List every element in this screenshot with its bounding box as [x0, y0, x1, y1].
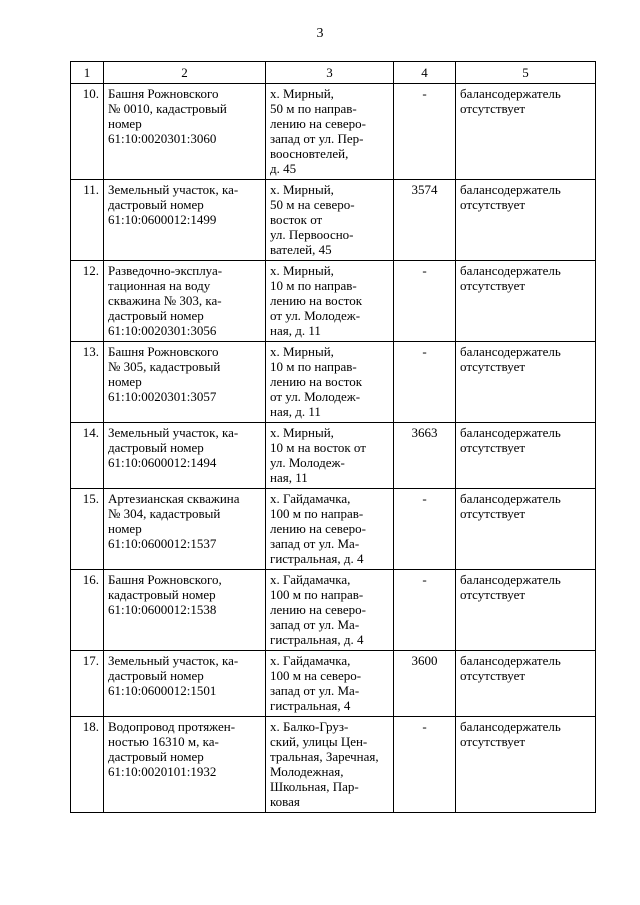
balance-holder: балансодержатель отсутствует [456, 717, 596, 813]
row-number: 16. [71, 570, 104, 651]
balance-holder: балансодержатель отсутствует [456, 180, 596, 261]
table-body [71, 84, 596, 813]
object-name: Водопровод протяжен- ностью 16310 м, ка- дастровый номер 61:10:0020101:1932 [104, 717, 266, 813]
object-area: - [394, 489, 456, 570]
object-area: 3600 [394, 651, 456, 717]
table-row [71, 423, 596, 489]
object-address: х. Гайдамачка, 100 м по направ- лению на северо- запад от ул. Ма- гистральная, д. 4 [266, 489, 394, 570]
row-number: 18. [71, 717, 104, 813]
object-name: Башня Рожновского № 305, кадастровый номер 61:10:0020301:3057 [104, 342, 266, 423]
object-area: - [394, 261, 456, 342]
page-number: 3 [316, 26, 324, 41]
object-area: - [394, 342, 456, 423]
column-header: 2 [104, 62, 266, 84]
object-address: х. Мирный, 10 м на восток от ул. Молодеж- ная, 11 [266, 423, 394, 489]
object-area: 3663 [394, 423, 456, 489]
object-address: х. Мирный, 50 м на северо- восток от ул. Первооснo- вателей, 45 [266, 180, 394, 261]
object-name: Артезианская скважина № 304, кадастровый номер 61:10:0600012:1537 [104, 489, 266, 570]
balance-holder: балансодержатель отсутствует [456, 342, 596, 423]
balance-holder: балансодержатель отсутствует [456, 84, 596, 180]
row-number: 14. [71, 423, 104, 489]
balance-holder: балансодержатель отсутствует [456, 651, 596, 717]
table-row [71, 489, 596, 570]
row-number: 12. [71, 261, 104, 342]
object-address: х. Мирный, 10 м по направ- лению на восток от ул. Молодеж- ная, д. 11 [266, 342, 394, 423]
table-row [71, 180, 596, 261]
object-area: - [394, 717, 456, 813]
table-row [71, 261, 596, 342]
table-row [71, 717, 596, 813]
object-area: - [394, 84, 456, 180]
column-header: 4 [394, 62, 456, 84]
object-name: Разведочно-эксплуа- тационная на воду скважина № 303, ка- дастровый номер 61:10:0020301:3056 [104, 261, 266, 342]
object-address: х. Мирный, 10 м по направ- лению на восток от ул. Молодеж- ная, д. 11 [266, 261, 394, 342]
row-number: 17. [71, 651, 104, 717]
row-number: 15. [71, 489, 104, 570]
object-name: Земельный участок, ка- дастровый номер 61:10:0600012:1499 [104, 180, 266, 261]
object-address: х. Мирный, 50 м по направ- лению на северо- запад от ул. Пер- воосновтелей, д. 45 [266, 84, 394, 180]
object-address: х. Балко-Груз- ский, улицы Цен- тральная, Заречная, Молодежная, Школьная, Пар- ковая [266, 717, 394, 813]
table-row [71, 342, 596, 423]
column-header: 5 [456, 62, 596, 84]
column-header: 1 [71, 62, 104, 84]
table-row [71, 651, 596, 717]
object-area: - [394, 570, 456, 651]
object-name: Земельный участок, ка- дастровый номер 61:10:0600012:1494 [104, 423, 266, 489]
row-number: 10. [71, 84, 104, 180]
table-row [71, 570, 596, 651]
row-number: 13. [71, 342, 104, 423]
object-address: х. Гайдамачка, 100 м по направ- лению на северо- запад от ул. Ма- гистральная, д. 4 [266, 570, 394, 651]
row-number: 11. [71, 180, 104, 261]
column-header: 3 [266, 62, 394, 84]
object-name: Башня Рожновского № 0010, кадастровый номер 61:10:0020301:3060 [104, 84, 266, 180]
balance-holder: балансодержатель отсутствует [456, 423, 596, 489]
balance-holder: балансодержатель отсутствует [456, 570, 596, 651]
table-header-row [71, 62, 596, 84]
balance-holder: балансодержатель отсутствует [456, 489, 596, 570]
object-name: Башня Рожновского, кадастровый номер 61:10:0600012:1538 [104, 570, 266, 651]
object-name: Земельный участок, ка- дастровый номер 61:10:0600012:1501 [104, 651, 266, 717]
property-table [70, 61, 596, 813]
object-area: 3574 [394, 180, 456, 261]
balance-holder: балансодержатель отсутствует [456, 261, 596, 342]
object-address: х. Гайдамачка, 100 м на северо- запад от ул. Ма- гистральная, 4 [266, 651, 394, 717]
table-row [71, 84, 596, 180]
